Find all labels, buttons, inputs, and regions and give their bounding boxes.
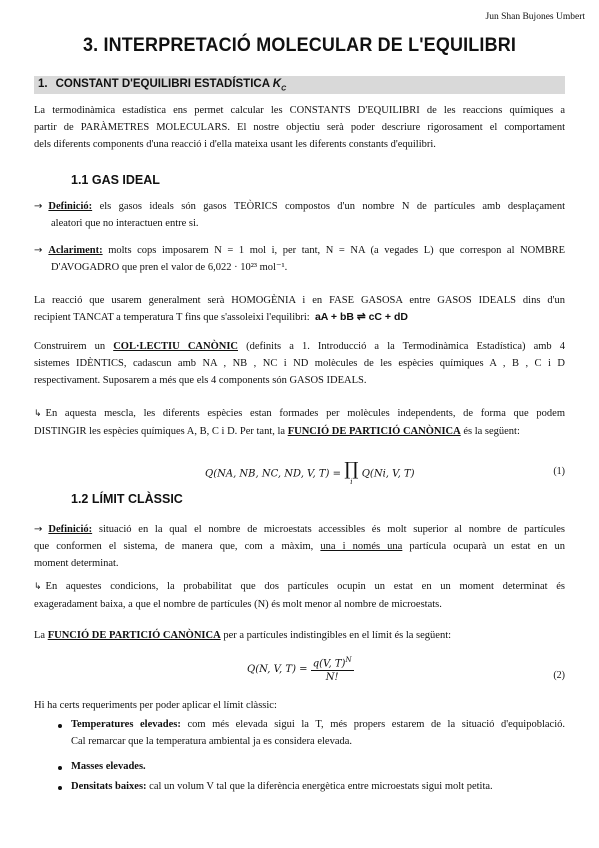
underlined-phrase: una i només una [320,541,403,552]
ensemble-text-cont: sistemes IDÈNTICS, cadascun amb NA , NB , NC i ND molècules de les espècies químiques A , B , C i D [34,358,565,369]
definition-text-end: moment determinat. [34,558,119,569]
definition-classical-limit [34,521,565,572]
indistinguishable-paragraph [34,627,565,644]
ensemble-label: COL·LECTIU CANÒNIC [113,341,238,352]
subsection-title-classical-limit: 1.2 LÍMIT CLÀSSIC [71,492,183,506]
clarification-text-cont: D'AVOGADRO que pren el valor de 6,022 · 10²³ mol⁻¹. [51,262,288,273]
fraction-denominator: N! [325,672,339,684]
requirement-label: Densitats baixes: [71,781,147,792]
definition-gas-ideal [34,198,565,232]
definition-text-post: partícula ocuparà un estat en un [409,541,565,552]
mixture-text-cont: DISTINGIR les espècies químiques A, B, C i D. Per tant, la [34,426,286,437]
reaction-text: La reacció que usarem generalment serà HOMOGÈNIA i en FASE GASOSA entre GASOS IDEALS dins d'un [34,295,565,306]
mixture-text: En aquesta mescla, les diferents espècies estan formades per molècules independents, de forma que podem [45,408,565,419]
equation-1-lhs: Q(NA, NB, NC, ND, V, T) = [205,468,342,480]
section-number: 1. [38,78,48,90]
ensemble-text: (definits a 1. Introducció a la Termodinàmica Estadística) amb 4 [246,341,566,352]
canonical-ensemble-paragraph [34,338,565,389]
section-symbol: K [272,78,282,90]
page-title: 3. INTERPRETACIÓ MOLECULAR DE L'EQUILIBRI [82,34,517,56]
probability-paragraph [34,578,565,613]
reaction-equation: aA + bB ⇌ cC + dD [314,311,408,323]
equation-1 [205,459,415,486]
fraction-exponent: N [345,656,352,664]
definition-text-cont: aleatori que no interactuen entre si. [51,218,199,229]
intro-line: La termodinàmica estadística ens permet calcular les CONSTANTS D'EQUILIBRI de les reaccions químiques a [34,105,565,116]
definition-text: els gasos ideals són gasos TEÒRICS compostos d'un nombre N de partícules amb desplaçament [99,201,566,212]
indist-text: per a partícules indistingibles en el límit és la següent: [223,630,452,641]
requirement-high-mass [34,758,565,775]
reaction-paragraph [34,292,565,326]
fraction-numerator: q(V, T) [312,658,346,670]
requirement-label: Temperatures elevades: [71,719,181,730]
clarification-label: Aclariment: [48,245,103,256]
author-name: Jun Shan Bujones Umbert [485,12,585,22]
intro-line: dels diferents components d'una reacció i d'ella mateixa usant les diferents constants d'equilibri. [34,139,436,150]
section-heading [38,78,286,92]
requirement-text: cal un volum V tal que la diferència energètica entre microestats sigui molt petita. [149,781,493,792]
equation-1-rhs: Q(Ni, V, T) [361,468,415,480]
arrow-icon: → [34,524,43,535]
mixture-text-end: és la següent: [463,426,520,437]
definition-text: situació en la qual el nombre de microestats accessibles és molt superior al nombre de partícules [98,524,565,535]
corner-arrow-icon: ↳ [34,582,42,592]
requirement-high-temperature [34,716,565,750]
arrow-icon: → [34,245,43,256]
section-symbol-sub: C [281,85,287,93]
equation-2-fraction [311,656,354,683]
subsection-title-gas-ideal: 1.1 GAS IDEAL [71,173,160,187]
equation-2-number: (2) [553,670,565,681]
product-index: i [350,478,353,486]
requirement-text-cont: Cal remarcar que la temperatura ambiental ja es considera elevada. [71,736,353,747]
equation-2 [247,656,354,683]
requirement-label: Masses elevades. [71,761,146,772]
equation-1-number: (1) [553,466,565,477]
section-label: CONSTANT D'EQUILIBRI ESTADÍSTICA [55,78,270,90]
ensemble-pre: Construirem un [34,341,106,352]
requirements-intro [34,697,565,714]
product-symbol: ∏ [344,459,359,480]
intro-paragraph [34,102,565,153]
clarification-text: molts cops imposarem N = 1 mol i, per tant, N = NA (a vegades L) que correspon al NOMBRE [108,245,566,256]
indist-pre: La [34,630,46,641]
probability-text: En aquestes condicions, la probabilitat que dos partícules ocupin un estat en un moment determinat és [45,581,565,592]
equation-2-lhs: Q(N, V, T) = [247,664,308,676]
partition-function-label: FUNCIÓ DE PARTICIÓ CANÒNICA [47,630,221,641]
definition-label: Definició: [48,201,93,212]
arrow-icon: → [34,201,43,212]
corner-arrow-icon: ↳ [34,409,42,419]
requirement-low-density [34,778,565,795]
ensemble-text-end: respectivament. Suposarem a més que els 4 components són GASOS IDEALS. [34,375,367,386]
mixture-paragraph [34,405,565,440]
requirements-intro-text: Hi ha certs requeriments per poder aplicar el límit clàssic: [34,700,277,711]
definition-text-cont: que conformen el sistema, de manera que, com a màxim, [34,541,314,552]
reaction-text-cont: recipient TANCAT a temperatura T fins que s'assoleixi l'equilibri: [34,312,310,323]
intro-line: partir de PARÀMETRES MOLECULARS. El nostre objectiu serà poder descriure rigorosament el comportament [34,122,565,133]
partition-function-label: FUNCIÓ DE PARTICIÓ CANÒNICA [287,426,461,437]
definition-label: Definició: [48,524,93,535]
requirement-text: com més elevada sigui la T, més propers estarem de la situació d'equipoblació. [187,719,566,730]
clarification [34,242,565,276]
probability-text-cont: exageradament baixa, a que el nombre de partícules (N) és molt menor al nombre de microestats. [34,599,442,610]
